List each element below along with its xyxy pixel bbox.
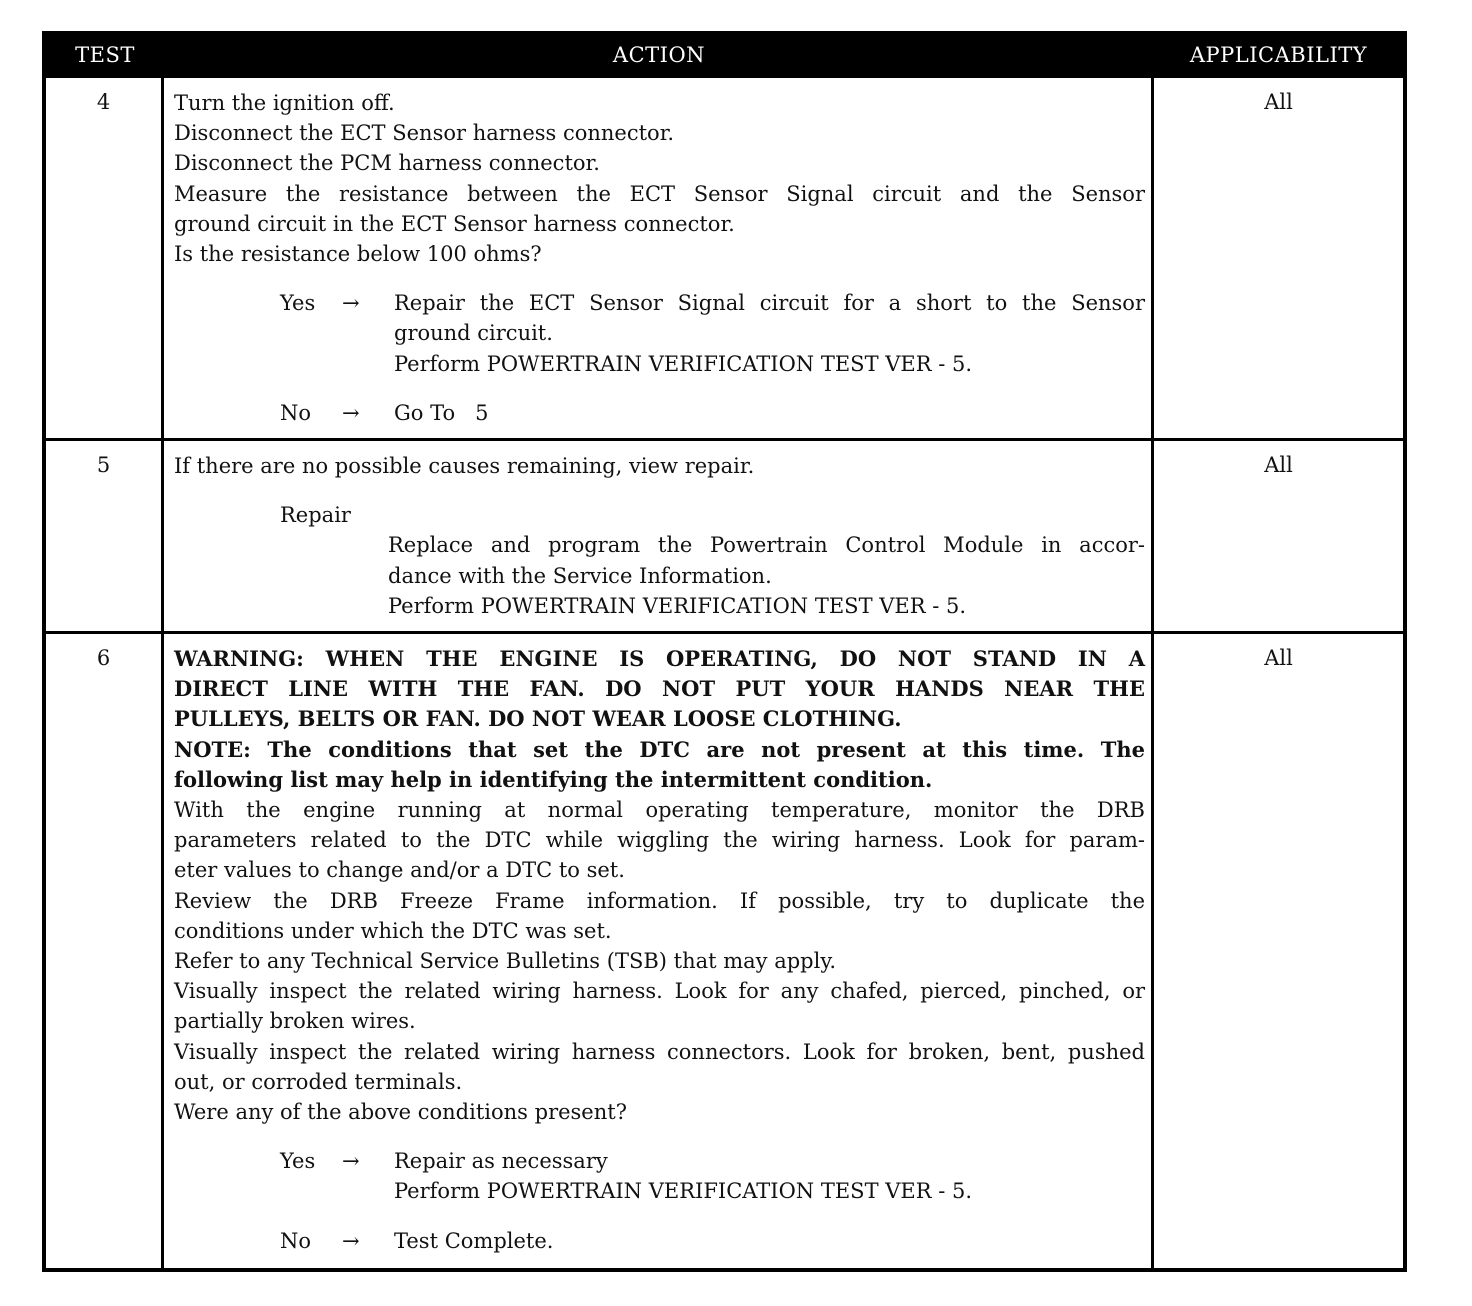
header-applicability: APPLICABILITY — [1189, 43, 1368, 67]
action-line: Were any of the above conditions present? — [174, 1100, 627, 1125]
table-header — [46, 35, 1403, 75]
yes-label: Yes — [280, 1149, 316, 1174]
action-line: Disconnect the PCM harness connector. — [174, 151, 600, 176]
action-line: If there are no possible causes remaining, view repair. — [174, 454, 755, 478]
action-line: Is the resistance below 100 ohms? — [174, 242, 542, 267]
action-line: Measure the resistance between the ECT Sensor Signal circuit and the Sensor — [174, 181, 1145, 206]
yes-answer — [174, 1146, 1145, 1206]
action-line: parameters related to the DTC while wiggling the wiring harness. Look for param- — [174, 828, 1145, 853]
table-row — [46, 631, 1403, 1268]
warning-line: WARNING: WHEN THE ENGINE IS OPERATING, DO NOT STAND IN A — [174, 646, 1145, 671]
action-line: ground circuit in the ECT Sensor harness connector. — [174, 211, 735, 236]
action-line: conditions under which the DTC was set. — [174, 918, 612, 943]
test-number: 4 — [46, 78, 164, 438]
yes-line: Perform POWERTRAIN VERIFICATION TEST VER - 5. — [394, 351, 973, 376]
warning-line: PULLEYS, BELTS OR FAN. DO NOT WEAR LOOSE CLOTHING. — [174, 706, 902, 732]
note-line: following list may help in identifying the intermittent condition. — [174, 766, 933, 792]
applicability: All — [1264, 453, 1293, 477]
table-row — [46, 438, 1403, 631]
repair-line: Perform POWERTRAIN VERIFICATION TEST VER - 5. — [388, 593, 967, 618]
yes-line: Repair as necessary — [394, 1149, 608, 1174]
yes-line: Perform POWERTRAIN VERIFICATION TEST VER - 5. — [394, 1179, 973, 1204]
repair-line: dance with the Service Information. — [388, 563, 772, 588]
action-cell — [164, 634, 1154, 1268]
action-line: eter values to change and/or a DTC to set. — [174, 858, 625, 883]
arrow-icon: → — [342, 291, 360, 316]
header-action: ACTION — [612, 43, 706, 67]
action-line: With the engine running at normal operating temperature, monitor the DRB — [174, 798, 1145, 823]
applicability: All — [1264, 646, 1293, 670]
arrow-icon: → — [342, 1228, 360, 1253]
action-line: Visually inspect the related wiring harness connectors. Look for broken, bent, pushed — [174, 1039, 1145, 1064]
arrow-icon: → — [342, 400, 360, 425]
no-label: No — [280, 400, 312, 425]
table-row — [46, 75, 1403, 438]
warning-line: DIRECT LINE WITH THE FAN. DO NOT PUT YOUR HANDS NEAR THE — [174, 676, 1145, 702]
action-line: partially broken wires. — [174, 1009, 416, 1034]
action-line: Visually inspect the related wiring harness. Look for any chafed, pierced, pinched, or — [174, 979, 1145, 1004]
action-line: Refer to any Technical Service Bulletins (TSB) that may apply. — [174, 949, 837, 974]
diagnostic-table — [42, 31, 1407, 1272]
arrow-icon: → — [342, 1149, 360, 1174]
no-text: Go To 5 — [394, 400, 489, 425]
no-label: No — [280, 1228, 312, 1253]
action-cell — [164, 78, 1154, 438]
test-number: 6 — [46, 634, 164, 1268]
action-line: Turn the ignition off. — [174, 91, 395, 115]
yes-line: ground circuit. — [394, 321, 553, 346]
applicability: All — [1264, 90, 1293, 114]
yes-label: Yes — [280, 291, 316, 316]
repair-line: Replace and program the Powertrain Control Module in accor- — [388, 533, 1145, 558]
action-cell — [164, 441, 1154, 631]
yes-answer — [174, 288, 1145, 379]
header-test: TEST — [75, 43, 135, 67]
repair-body — [388, 530, 1145, 621]
yes-line: Repair the ECT Sensor Signal circuit for a short to the Sensor — [394, 291, 1145, 316]
action-line: out, or corroded terminals. — [174, 1069, 463, 1094]
action-line: Disconnect the ECT Sensor harness connector. — [174, 121, 675, 146]
repair-label: Repair — [280, 503, 351, 528]
test-number: 5 — [46, 441, 164, 631]
no-text: Test Complete. — [394, 1228, 554, 1253]
note-line: NOTE: The conditions that set the DTC are not present at this time. The — [174, 736, 1145, 762]
action-line: Review the DRB Freeze Frame information. If possible, try to duplicate the — [174, 888, 1145, 913]
no-answer — [174, 1226, 1145, 1256]
no-answer — [174, 398, 1145, 428]
